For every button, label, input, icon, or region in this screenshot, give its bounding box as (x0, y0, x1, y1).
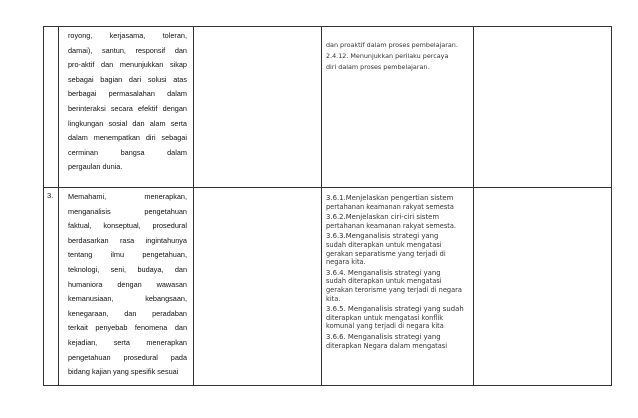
indicator-cell (322, 188, 474, 386)
indicator-text: diterapkan Negara dalam mengatasi (326, 341, 448, 350)
indicator-cell (322, 27, 474, 188)
indicator-text: sudah diterapkan untuk mengatasi gerakan terorisme yang terjadi di negara kita. (326, 277, 462, 303)
core-competency-line: kenegaraan, dan peradaban (68, 308, 187, 318)
indicator-line: diri dalam proses pembelajaran. (326, 62, 430, 71)
core-competency-line: menganalisis pengetahuan (68, 206, 187, 216)
indicator-item (326, 194, 470, 211)
indicator-heading: 3.6.5. Menganalisis strategi yang sudah (326, 305, 464, 314)
indicator-item (326, 269, 470, 303)
indicator-line: dan proaktif dalam proses pembelajaran. (326, 41, 458, 49)
indicator-item (326, 333, 470, 350)
indicator-heading: 3.6.3.Menganalisis strategi yang (326, 232, 439, 241)
core-competency-cell (59, 188, 194, 386)
core-competency-line: sebagai bagian dari solusi atas (68, 74, 187, 84)
core-competency-line: dalam menempatkan diri sebagai (68, 133, 187, 143)
basic-competency-cell (194, 27, 322, 188)
core-competency-line: pengetahuan prosedural pada (68, 352, 187, 362)
core-competency-line: berdasarkan rasa ingintahunya (68, 235, 187, 245)
core-competency-text (68, 29, 187, 175)
indicator-heading: 3.6.2.Menjelaskan ciri-ciri sistem (326, 213, 440, 222)
indicator-line: 2.4.12. Menunjukkan perilaku percaya (326, 51, 449, 60)
core-competency-line: berinteraksi secara efektif dengan (68, 103, 187, 113)
core-competency-line: teknologi, seni, budaya, dan (68, 264, 187, 274)
core-competency-text (68, 190, 187, 380)
core-competency-line: faktual, konseptual, prosedural (68, 221, 187, 231)
indicator-item (326, 305, 470, 331)
core-competency-line: tentang ilmu pengetahuan, (68, 250, 187, 260)
core-competency-line: cerminan bangsa dalam (68, 147, 187, 157)
core-competency-line: humaniora dengan wawasan (68, 279, 187, 289)
table-row (44, 27, 612, 188)
row-number: 3. (44, 188, 59, 386)
indicator-item (326, 232, 470, 266)
core-competency-line: kejadian, serta menerapkan (68, 337, 187, 347)
material-cell (474, 27, 612, 188)
basic-competency-cell (194, 188, 322, 386)
indicator-text: pertahanan keamanan rakyat semesta (326, 202, 454, 211)
core-competency-line: royong, kerjasama, toleran, (68, 31, 187, 40)
indicator-heading: 3.6.4. Menganalisis strategi yang (326, 268, 441, 277)
indicator-list (326, 194, 470, 350)
curriculum-table (43, 26, 612, 386)
core-competency-line: damai), santun, responsif dan (68, 45, 187, 55)
core-competency-cell (59, 27, 194, 188)
indicator-item (326, 213, 470, 230)
core-competency-line: lingkungan sosial dan alam serta (68, 118, 187, 128)
core-competency-line: pro-aktif dan menunjukkan sikap (68, 60, 187, 70)
core-competency-line: terkait penyebab fenomena dan (68, 323, 187, 333)
core-competency-line: berbagai permasalahan dalam (68, 89, 187, 99)
core-competency-line: kemanusiaan, kebangsaan, (68, 294, 187, 304)
core-competency-line: bidang kajian yang spesifik sesuai (68, 367, 179, 377)
indicator-heading: 3.6.1.Menjelaskan pengertian sistem (326, 194, 454, 202)
indicator-text: diterapkan untuk mengatasi konflik komunal yang terjadi di negara kita (326, 313, 444, 331)
indicator-heading: 3.6.6. Menganalisis strategi yang (326, 332, 441, 341)
core-competency-line: Memahami, menerapkan, (68, 192, 187, 201)
material-cell (474, 188, 612, 386)
core-competency-line: pergaulan dunia. (68, 162, 123, 172)
table-row (44, 188, 612, 386)
row-number (44, 27, 59, 188)
indicator-text: sudah diterapkan untuk mengatasi gerakan separatisme yang terjadi di negara kita. (326, 240, 446, 267)
indicator-text: pertahanan keamanan rakyat semesta. (326, 221, 457, 230)
